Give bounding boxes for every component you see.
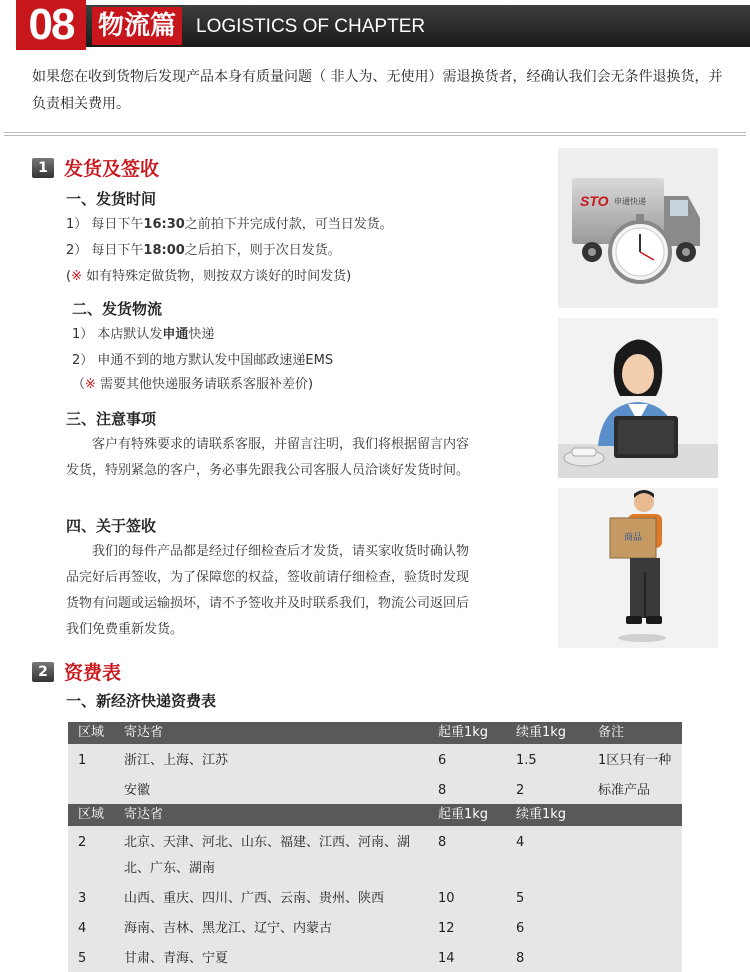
col-zone: 区域 [78, 807, 105, 822]
carrier-note-text: 需要其他快递服务请联系客服补差价) [95, 377, 314, 392]
col-province: 寄达省 [124, 807, 164, 822]
rate-table-heading: 一、新经济快递资费表 [66, 692, 217, 710]
ship-time-item-1 [66, 216, 393, 234]
ship-time-heading: 一、发货时间 [66, 190, 157, 208]
section2-number: 2 [32, 662, 54, 682]
province-cell: 海南、吉林、黑龙江、辽宁、内蒙古 [124, 921, 333, 936]
carrier-name: 申通 [162, 327, 189, 342]
box-label: 商品 [624, 533, 643, 543]
ship-time-item-1-prefix: 1） 每日下午 [66, 217, 144, 232]
province-cell: 北京、天津、河北、山东、福建、江西、河南、湖北、广东、湖南 [124, 835, 411, 876]
zone-cell [68, 774, 124, 804]
ship-time-note [66, 268, 351, 286]
cutoff-time-1: 16:30 [143, 217, 185, 232]
truck-illustration [558, 148, 718, 308]
section2-title: 资费表 [64, 662, 122, 684]
col-first-weight: 起重1kg [438, 807, 489, 822]
zone-cell: 3 [78, 891, 87, 906]
province-cell: 浙江、上海、江苏 [124, 753, 229, 768]
note-cell: 1区只有一种 [598, 753, 672, 768]
chapter-number: 08 [16, 0, 86, 50]
extra-weight-cell: 2 [516, 783, 525, 798]
col-note: 备注 [598, 725, 625, 740]
first-weight-cell: 14 [438, 951, 455, 966]
notice-heading: 三、注意事项 [66, 410, 157, 428]
zone-cell: 5 [78, 951, 87, 966]
delivery-man-illustration [558, 488, 718, 648]
first-weight-cell: 12 [438, 921, 455, 936]
note-mark: ※ [71, 269, 82, 284]
carrier-item-1 [72, 326, 214, 344]
carrier-item-1-prefix: 1） 本店默认发 [72, 327, 163, 342]
carrier-note-mark: ※ [85, 377, 96, 392]
table-row [68, 826, 682, 882]
rate-table [68, 722, 682, 972]
cutoff-time-2: 18:00 [143, 243, 185, 258]
truck-brand: 申通快递 [614, 197, 646, 206]
table-row [68, 774, 682, 804]
table-row [68, 882, 682, 912]
signing-heading: 四、关于签收 [66, 517, 157, 535]
extra-weight-cell: 6 [516, 921, 525, 936]
province-cell: 安徽 [124, 783, 151, 798]
service-agent-illustration [558, 318, 718, 478]
carrier-note-open: （ [72, 377, 86, 392]
chapter-header [0, 0, 750, 52]
customer-service-image [558, 318, 718, 478]
chapter-title-cn: 物流篇 [92, 7, 182, 45]
carrier-note [72, 376, 313, 394]
table-header [68, 722, 682, 744]
ship-time-item-1-suffix: 之前拍下并完成付款，可当日发货。 [184, 217, 393, 232]
col-province: 寄达省 [124, 725, 164, 740]
carrier-item-2: 2） 申通不到的地方默认发中国邮政速递EMS [72, 353, 334, 368]
col-extra-weight: 续重1kg [516, 725, 567, 740]
first-weight-cell: 8 [438, 835, 447, 850]
table-row [68, 912, 682, 942]
extra-weight-cell: 5 [516, 891, 525, 906]
first-weight-cell: 10 [438, 891, 455, 906]
carrier-heading: 二、发货物流 [72, 300, 163, 318]
note-cell: 标准产品 [598, 783, 651, 798]
extra-weight-cell: 1.5 [516, 753, 537, 768]
col-extra-weight: 续重1kg [516, 807, 567, 822]
delivery-man-image [558, 488, 718, 648]
divider [4, 132, 746, 136]
province-cell: 山西、重庆、四川、广西、云南、贵州、陕西 [124, 891, 385, 906]
note-open: ( [66, 269, 72, 284]
truck-clock-image [558, 148, 718, 308]
first-weight-cell: 6 [438, 753, 447, 768]
table-row [68, 942, 682, 972]
section1-heading [32, 154, 159, 181]
zone-cell: 4 [78, 921, 87, 936]
section2-heading [32, 658, 121, 685]
zone-cell: 2 [78, 835, 87, 850]
extra-weight-cell: 8 [516, 951, 525, 966]
section1-number: 1 [32, 158, 54, 178]
ship-time-item-2 [66, 242, 341, 260]
col-first-weight: 起重1kg [438, 725, 489, 740]
intro-text: 如果您在收到货物后发现产品本身有质量问题（ 非人为、无使用）需退换货者，经确认我们会无条件退换货，并负责相关费用。 [32, 69, 723, 112]
section1-title: 发货及签收 [64, 158, 160, 180]
first-weight-cell: 8 [438, 783, 447, 798]
extra-weight-cell: 4 [516, 835, 525, 850]
ship-time-item-2-suffix: 之后拍下，则于次日发货。 [184, 243, 341, 258]
table-row [68, 744, 682, 774]
province-cell: 甘肃、青海、宁夏 [124, 951, 229, 966]
carrier-item-1-suffix: 快递 [188, 327, 215, 342]
col-empty [598, 804, 682, 826]
zone-cell: 1 [78, 753, 87, 768]
signing-text: 我们的每件产品都是经过仔细检查后才发货，请买家收货时确认物品完好后再签收，为了保障您的权益，签收前请仔细检查，验货时发现货物有问题或运输损坏，请不予签收并及时联系我们，物流公司返回后我们免费重新发货。 [66, 544, 470, 637]
table-header [68, 804, 682, 826]
chapter-title-en: LOGISTICS OF CHAPTER [196, 16, 426, 37]
col-zone: 区域 [78, 725, 105, 740]
ship-time-item-2-prefix: 2） 每日下午 [66, 243, 144, 258]
note-text: 如有特殊定做货物，则按双方谈好的时间发货) [81, 269, 352, 284]
truck-logo: STO [580, 193, 609, 209]
notice-text: 客户有特殊要求的请联系客服，并留言注明，我们将根据留言内容发货，特别紧急的客户，务必事先跟我公司客服人员洽谈好发货时间。 [66, 437, 470, 478]
